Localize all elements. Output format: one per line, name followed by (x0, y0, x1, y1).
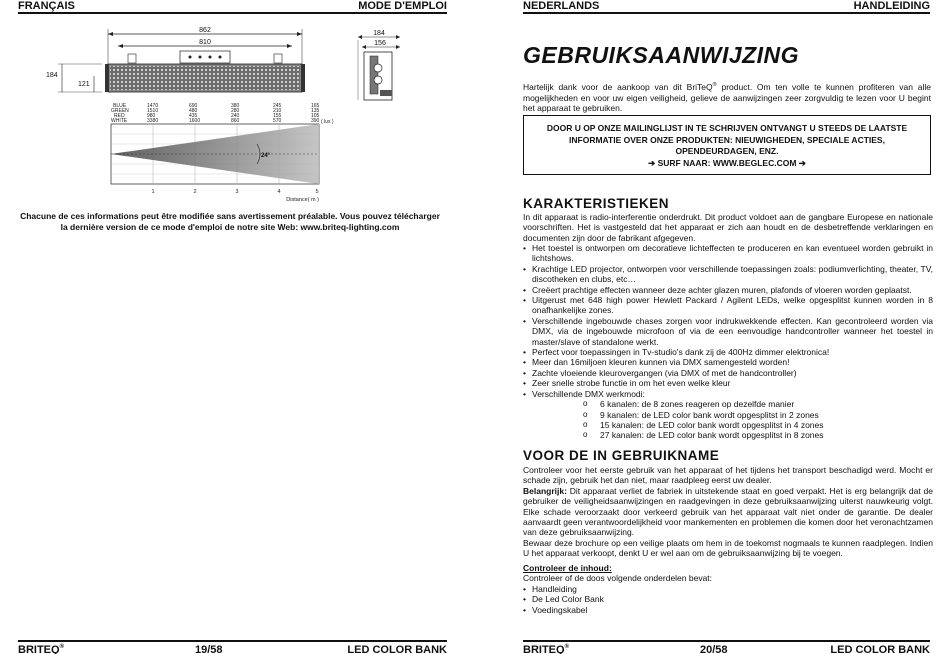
manual-label: HANDLEIDING (853, 0, 930, 12)
right-page-header (523, 0, 930, 14)
left-page-header (18, 0, 447, 14)
list-item: • Het toestel is ontworpen om decoratieve lichteffecten te produceren en kan eventueel worden gebruikt in lichtshows. (523, 243, 933, 264)
list-item: • Zachte vloeiende kleurovergangen (via DMX of met de handcontroller) (523, 368, 933, 378)
lux-cell: 3380 (147, 118, 159, 124)
list-item: • Verschillende DMX werkmodi: (523, 389, 933, 399)
x-tick-4: 4 (277, 189, 281, 195)
contents-check (523, 563, 933, 615)
lux-cell: 135 (311, 108, 320, 114)
lux-cell: 570 (273, 118, 282, 124)
dmx-mode-item: o 15 kanalen: de LED color bank wordt opgesplitst in 4 zones (583, 420, 933, 430)
before-use-important: Belangrijk: Dit apparaat verliet de fabriek in uitstekende staat en goed verpakt. Het is erg belangrijk dat de gebruiker de veiligheidsaanwijzingen en raadgevingen in deze gebruiksaanwijzing uiterst nauwkeurig volgt. Elke schade veroorzaakt door verkeerd gebruik van het apparaat valt niet onder de garantie. De dealer aanvaardt geen verantwoordelijkheid voor mankementen en problemen die komen door het veronachtzamen van deze gebruiksaanwijzing. (523, 485, 933, 538)
list-item: • Perfect voor toepassingen in Tv-studio's dank zij de 400Hz dimmer elektronica! (523, 347, 933, 357)
lux-cell: 690 (189, 103, 198, 109)
front-dimension-drawing (40, 24, 340, 104)
x-axis-label: Distance( m ) (286, 197, 319, 203)
dim-inner-width: 810 (199, 39, 211, 46)
lux-cell: 480 (189, 108, 198, 114)
x-tick-2: 2 (193, 189, 197, 195)
row-label-blue: BLUE (113, 103, 127, 109)
row-label-white: WHITE (111, 118, 128, 124)
mailinglist-text: DOOR U OP ONZE MAILINGLIJST IN TE SCHRIJVEN ONTVANGT U STEEDS DE LAATSTE INFORMATIE OVER ONZE PRODUKTEN: NIEUWIGHEDEN, SPECIALE ACTIES, OPENDEURDAGEN, ENZ. (546, 123, 908, 156)
lux-cell: 155 (273, 113, 282, 119)
lux-cell: 105 (311, 113, 320, 119)
list-item: • Zeer snelle strobe functie in om het even welke kleur (523, 378, 933, 388)
dim-side-depth: 156 (374, 40, 386, 47)
list-item: • Meer dan 16miljoen kleuren kunnen via DMX samengesteld worden! (523, 357, 933, 367)
before-use-p3: Bewaar deze brochure op een veilige plaats om hem in de toekomst nogmaals te kunnen raadplegen. Indien U het apparaat verkoopt, denkt U er wel aan om de gebruiksaanwijzing bij te voegen. (523, 537, 933, 559)
x-tick-5: 5 (315, 189, 319, 195)
lux-cell: 165 (311, 103, 320, 109)
language-label: FRANÇAIS (18, 0, 75, 12)
x-tick-1: 1 (151, 189, 155, 195)
language-label: NEDERLANDS (523, 0, 600, 12)
intro-paragraph: Hartelijk dank voor de aankoop van dit BriTeQ® product. Om ten volle te kunnen profiteren van alle mogelijkheden en voor uw eigen veiligheid, gelieve de aanwijzingen zeer zorgvuldig te lezen voor U begint het apparaat te gebruiken. (523, 82, 931, 114)
x-tick-3: 3 (235, 189, 239, 195)
contents-intro: Controleer of de doos volgende onderdelen bevat: (523, 573, 713, 584)
features-list (523, 243, 933, 441)
manual-label: MODE D'EMPLOI (358, 0, 447, 12)
lux-cell: 860 (231, 118, 240, 124)
contents-item: • De Led Color Bank (523, 594, 933, 604)
page-title: GEBRUIKSAANWIJZING (523, 42, 800, 68)
list-item: • Creëert prachtige effecten wanneer deze achter glazen muren, plafonds of vloeren worden geplaatst. (523, 285, 933, 295)
lux-cell: 435 (189, 113, 198, 119)
contents-item: • Handleiding (523, 584, 933, 594)
brand-name: BRITEQ® (18, 644, 64, 654)
list-item: • Krachtige LED projector, ontworpen voor verschillende toepassingen zoals: podiumverlichting, theater, TV, discotheken en clubs, etc… (523, 264, 933, 285)
product-name: LED COLOR BANK (830, 644, 930, 654)
product-name: LED COLOR BANK (347, 644, 447, 654)
lux-cell: 1470 (147, 103, 159, 109)
website-link[interactable]: ➔ SURF NAAR: WWW.BEGLEC.COM ➔ (648, 157, 806, 168)
right-page-footer (523, 640, 930, 654)
dim-body-height: 121 (78, 81, 90, 88)
contents-item: • Voedingskabel (523, 605, 933, 615)
lux-cell: 1510 (147, 108, 159, 114)
left-page-footer (18, 640, 447, 654)
beam-angle-label: 24° (261, 153, 271, 159)
download-notice: Chacune de ces informations peut être modifiée sans avertissement préalable. Vous pouvez télécharger la dernière version de ce mode d'emploi de notre site Web: www.briteq-lighting.com (20, 211, 440, 232)
before-use-p1: Controleer voor het eerste gebruik van het apparaat of het tijdens het transport beschadigd werd. Mocht er schade zijn, gebruik het dan niet, maar raadpleeg eerst uw dealer. (523, 465, 933, 486)
page-number: 20/58 (700, 644, 728, 654)
lux-cell: 280 (231, 108, 240, 114)
dmx-mode-item: o 9 kanalen: de LED color bank wordt opgesplitst in 2 zones (583, 410, 933, 420)
row-label-red: RED (114, 113, 125, 119)
section-title-before-use: VOOR DE IN GEBRUIKNAME (523, 448, 720, 463)
dim-height: 184 (46, 72, 58, 79)
dmx-mode-item: o 6 kanalen: de 8 zones reageren op dezelfde manier (583, 399, 933, 409)
lux-cell: 980 (147, 113, 156, 119)
mailinglist-box (523, 115, 931, 175)
lux-cell: 390 (311, 118, 320, 124)
side-dimension-drawing (340, 30, 420, 110)
list-item: • Uitgerust met 648 high power Hewlett Packard / Agilent LEDs, welke opgesplitst kunnen worden in 8 onafhankelijke zones. (523, 295, 933, 316)
lux-unit: ( lux ) (321, 119, 334, 125)
contents-title: Controleer de inhoud: (523, 563, 612, 573)
before-use-text (523, 465, 933, 559)
features-intro: In dit apparaat is radio-interferentie onderdrukt. Dit product voldoet aan de gangbare Europese en nationale voorschriften. Het is vastgesteld dat het apparaat er zich aan houdt en de desbetreffende verklaringen en documenten zijn door de fabrikant afgegeven. (523, 212, 933, 243)
lux-cell: 240 (231, 113, 240, 119)
dim-overall-width: 862 (199, 27, 211, 34)
brand-name: BRITEQ® (523, 644, 569, 654)
lux-cell: 245 (273, 103, 282, 109)
lux-cell: 380 (231, 103, 240, 109)
section-title-features: KARAKTERISTIEKEN (523, 196, 670, 211)
beam-angle-chart (105, 122, 340, 204)
lux-cell: 210 (273, 108, 282, 114)
dmx-mode-item: o 27 kanalen: de LED color bank wordt opgesplitst in 8 zones (583, 430, 933, 440)
dim-side-height: 184 (373, 30, 385, 37)
page-number: 19/58 (195, 644, 223, 654)
list-item: • Verschillende ingebouwde chases zorgen voor indrukwekkende effecten. Kan gecontroleerd worden via DMX, via de ingebouwde microfoon of via de een eenvoudige handcontroller wanneer het toestel in master/slave of standalone werkt. (523, 316, 933, 347)
row-label-green: GREEN (111, 108, 129, 114)
lux-cell: 1600 (189, 118, 201, 124)
